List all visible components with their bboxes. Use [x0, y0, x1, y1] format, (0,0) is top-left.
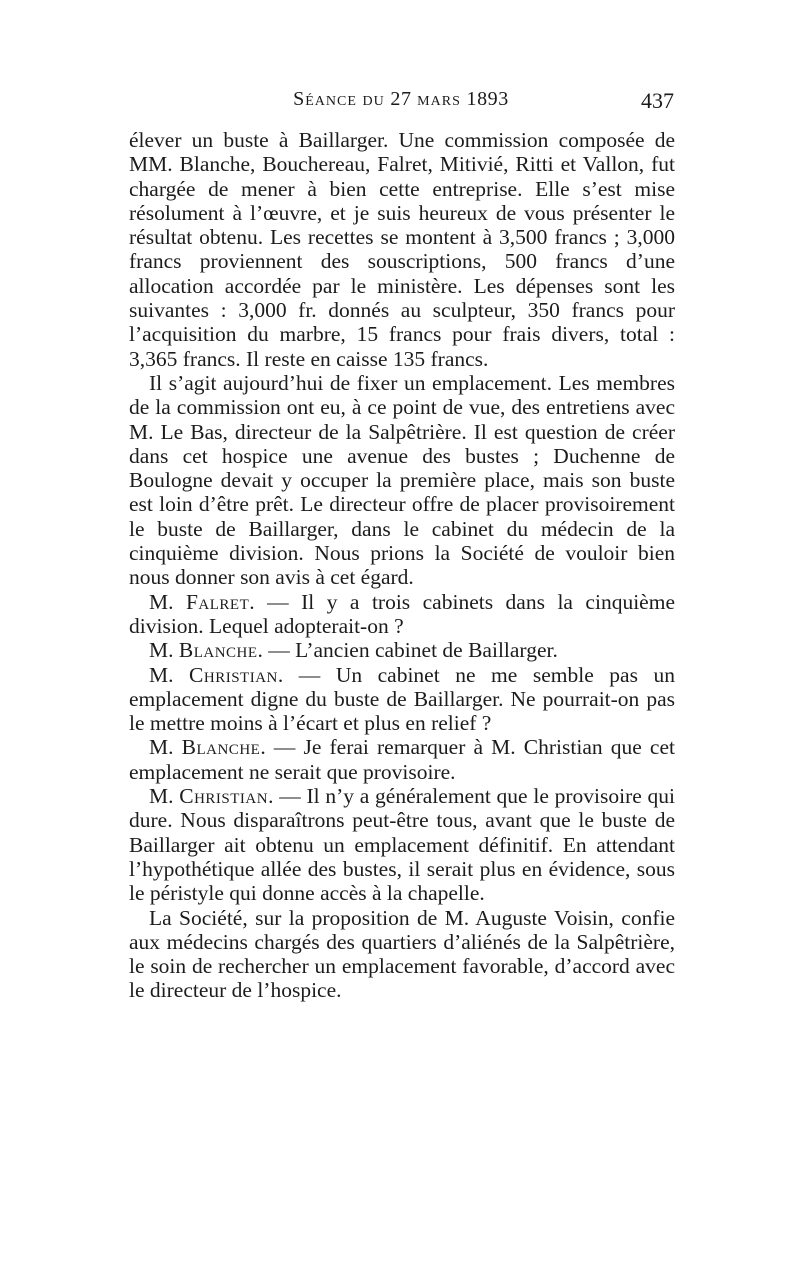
running-title-year: 1893: [466, 88, 509, 110]
running-title-word-seance: Séance: [293, 88, 357, 110]
paragraph-text: M.: [149, 735, 182, 760]
paragraph: [129, 906, 675, 1003]
paragraph-text: M.: [149, 784, 180, 809]
body-text: [129, 128, 675, 1003]
paragraph: [129, 735, 675, 784]
speaker-name: Blanche: [178, 638, 258, 663]
paragraph-text: . — Il y a trois cabinets dans la cinquième division. Lequel adopterait-on ?: [129, 589, 675, 638]
running-head: [128, 88, 674, 118]
running-title-month: mars: [417, 88, 461, 110]
running-title: [128, 88, 674, 111]
speaker-name: Christian: [179, 784, 269, 809]
paragraph-text: La Société, sur la proposition de M. Auguste Voisin, confie aux médecins chargés des quartiers d’aliénés de la Salpêtrière, le soin de rechercher un emplacement favorable, d’accord avec le directeur de l’hospice.: [129, 905, 675, 1003]
speaker-name: Blanche: [181, 735, 261, 760]
paragraph-text: M.: [149, 589, 186, 614]
paragraph: [129, 638, 675, 662]
page-number: 437: [641, 88, 674, 113]
paragraph: [129, 371, 675, 590]
paragraph: [129, 663, 675, 736]
paragraph: [129, 784, 675, 905]
paragraph-text: M.: [149, 638, 179, 663]
paragraph-text: . — L’ancien cabinet de Baillarger.: [257, 638, 558, 663]
running-title-day: 27: [390, 88, 412, 110]
paragraph-text: . — Je ferai remarquer à M. Christian que cet emplacement ne serait que provisoire.: [129, 735, 675, 784]
paragraph: [129, 590, 675, 639]
running-title-word-du: du: [362, 88, 385, 110]
paragraph-text: M.: [149, 662, 190, 687]
paragraph-text: . — Un cabinet ne me semble pas un emplacement digne du buste de Baillarger. Ne pourrait-on pas le mettre moins à l’écart et plus en relief ?: [129, 662, 675, 736]
paragraph-text: . — Il n’y a généralement que le provisoire qui dure. Nous disparaîtrons peut-être tous, avant que le buste de Baillarger ait obtenu un emplacement définitif. En attendant l’hypothétique allée des bustes, il serait plus en évidence, sous le péristyle qui donne accès à la chapelle.: [129, 784, 675, 906]
speaker-name: Falret: [185, 589, 250, 614]
paragraph-text: Il s’agit aujourd’hui de fixer un emplacement. Les membres de la commission ont eu, à ce point de vue, des entretiens avec M. Le Bas, directeur de la Salpêtrière. Il est question de créer dans cet hospice une avenue des bustes ; Duchenne de Boulogne devait y occuper la première place, mais son buste est loin d’être prêt. Le directeur offre de placer provisoirement le buste de Baillarger, dans le cabinet du médecin de la cinquième division. Nous prions la Société de vouloir bien nous donner son avis à cet égard.: [129, 370, 675, 590]
paragraph: [129, 128, 675, 371]
paragraph-text: élever un buste à Baillarger. Une commission composée de MM. Blanche, Bouchereau, Falret, Mitivié, Ritti et Vallon, fut chargée de mener à bien cette entreprise. Elle s’est mise résolument à l’œuvre, et je suis heureux de vous présenter le résultat obtenu. Les recettes se montent à 3,500 francs ; 3,000 francs proviennent des souscriptions, 500 francs d’une allocation accordée par le ministère. Les dépenses sont les suivantes : 3,000 fr. donnés au sculpteur, 350 francs pour l’acquisition du marbre, 15 francs pour frais divers, total : 3,365 francs. Il reste en caisse 135 francs.: [129, 128, 675, 371]
speaker-name: Christian: [189, 662, 278, 687]
